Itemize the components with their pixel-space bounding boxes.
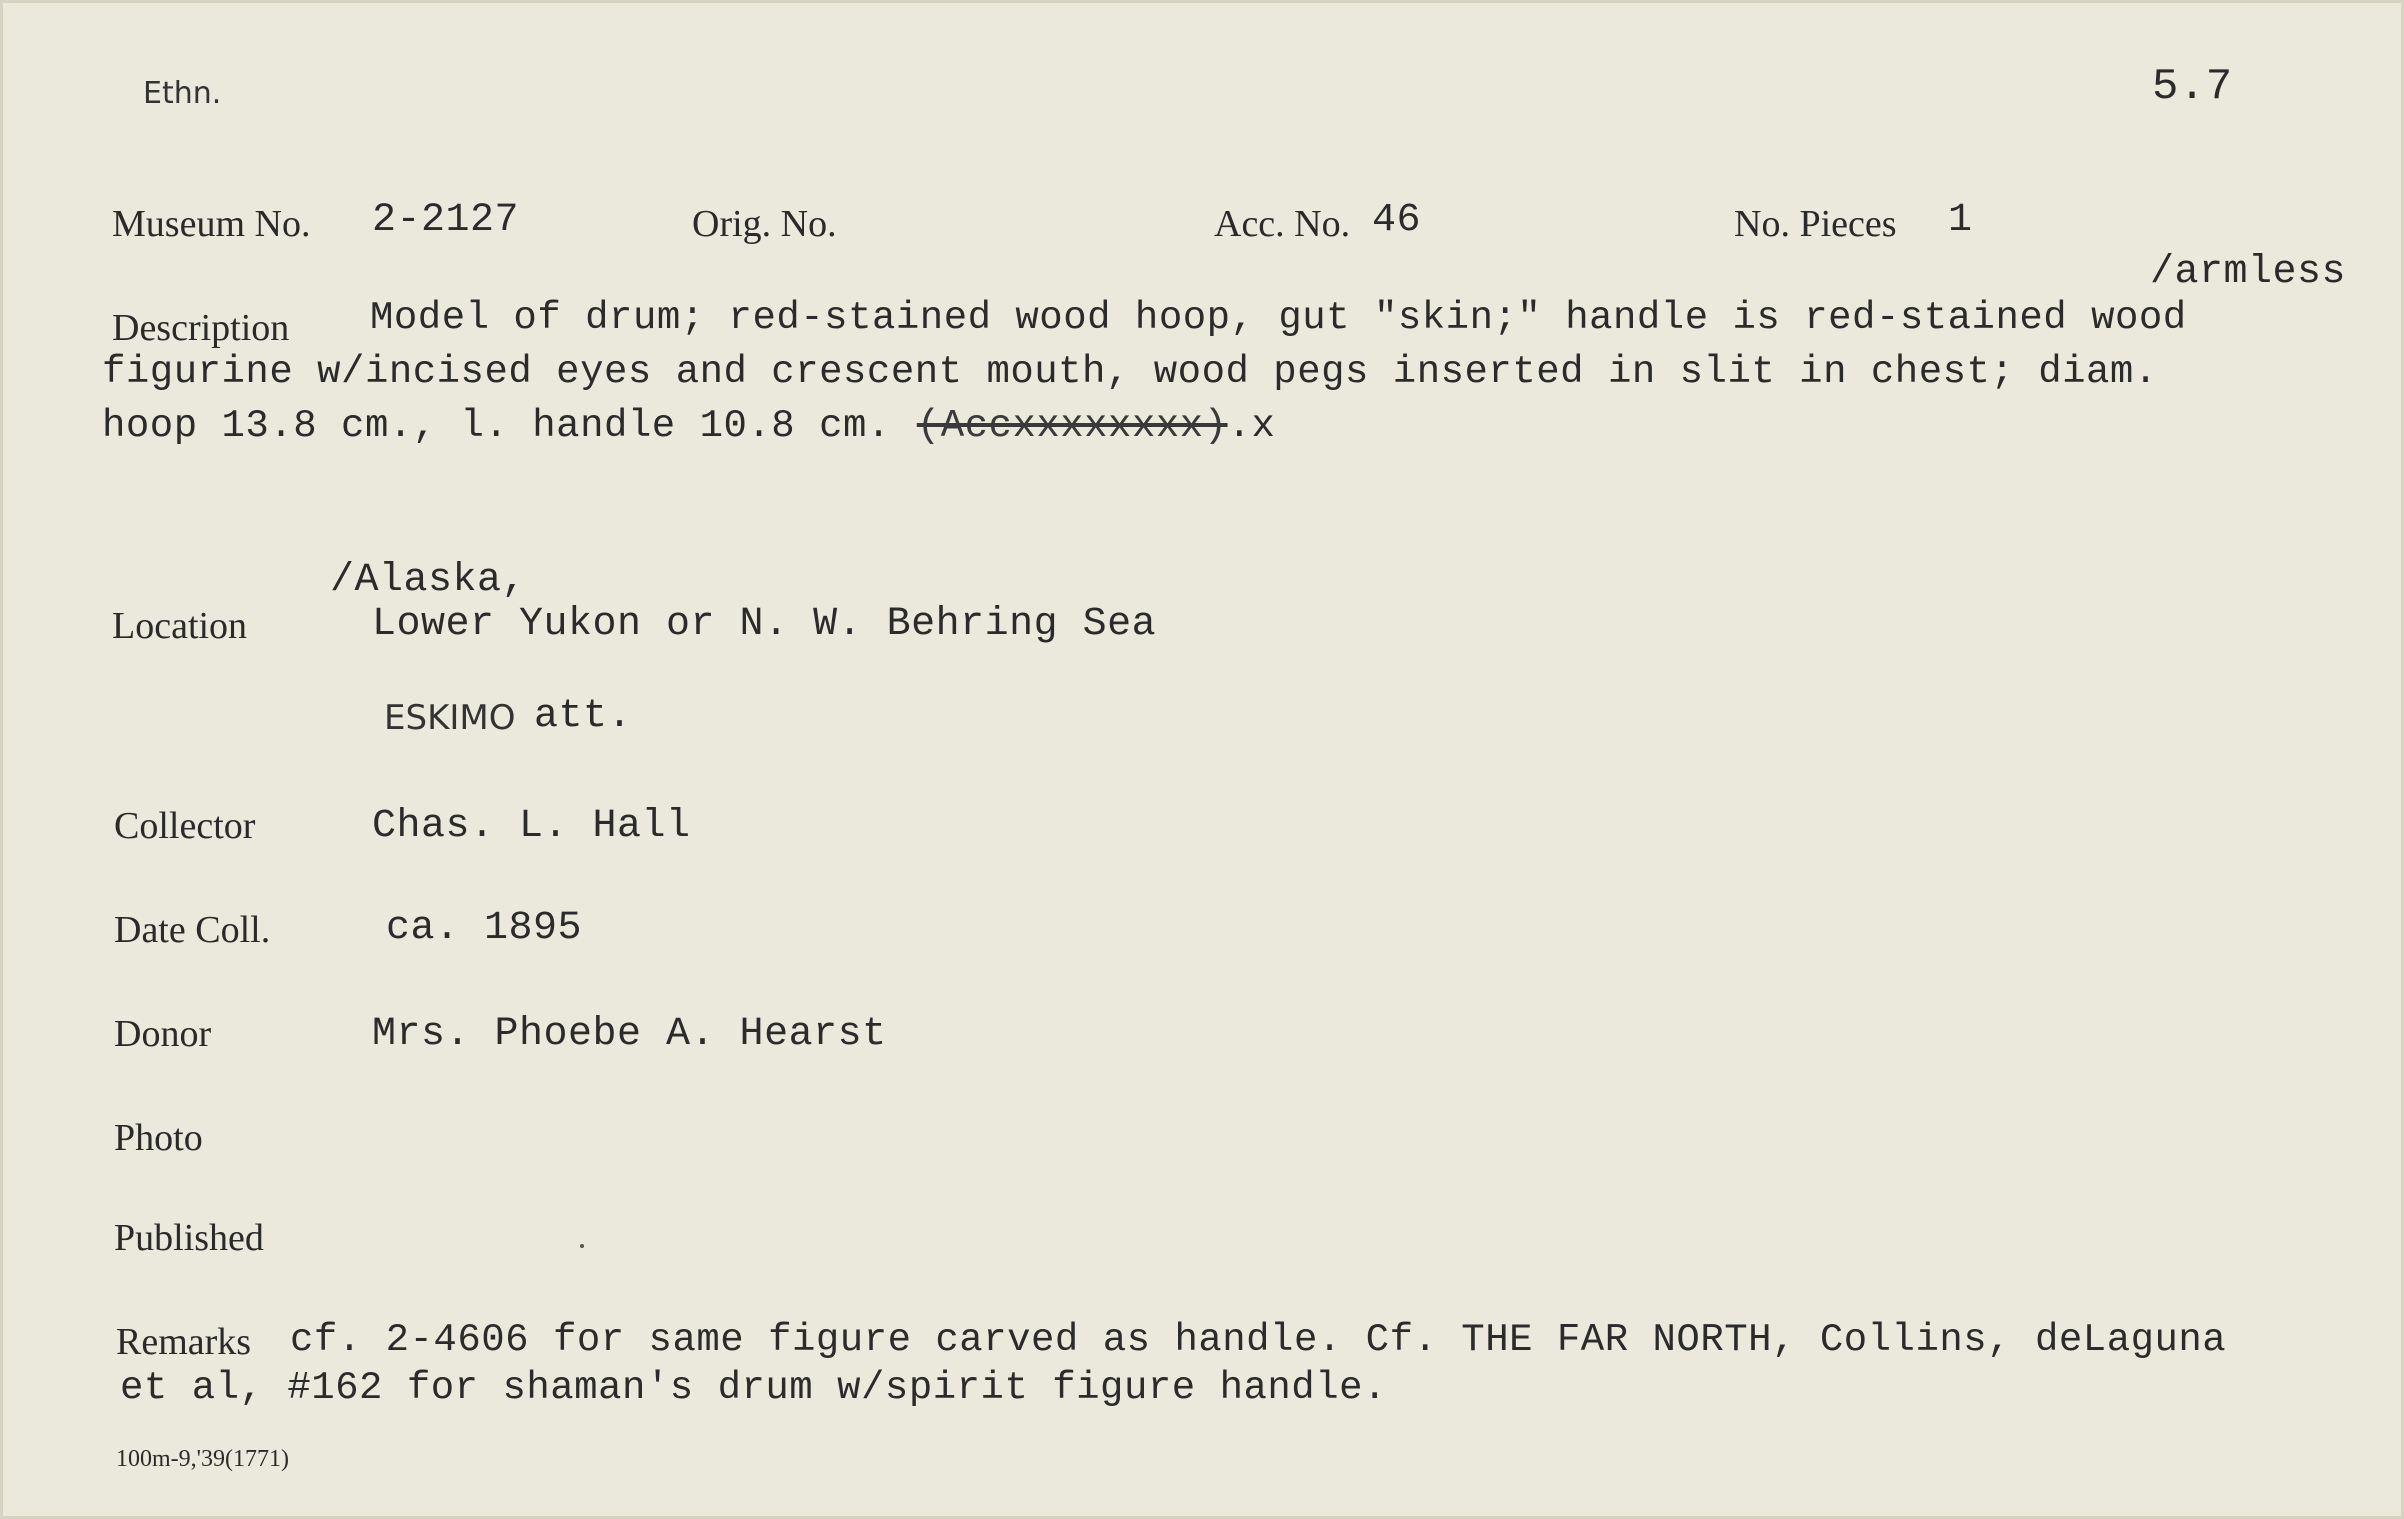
no-pieces-label: No. Pieces (1734, 203, 1897, 245)
remarks-label: Remarks (116, 1321, 252, 1363)
location-insert: /Alaska, (330, 558, 527, 603)
acc-no-label: Acc. No. (1214, 203, 1351, 245)
no-pieces-value: 1 (1948, 198, 1973, 243)
description-line-3-end: .x (1227, 404, 1276, 448)
remarks-line-1: cf. 2-4606 for same figure carved as handle. Cf. THE FAR NORTH, Collins, deLaguna (290, 1318, 2227, 1362)
description-line-1: Model of drum; red-stained wood hoop, gut "skin;" handle is red-stained wood (370, 296, 2187, 340)
museum-no-value: 2-2127 (372, 198, 520, 243)
description-line-3-main: hoop 13.8 cm., l. handle 10.8 cm. (102, 404, 891, 448)
date-coll-label: Date Coll. (114, 909, 271, 951)
location-label: Location (112, 605, 248, 647)
description-struck-text: (Accxxxxxxxx) (916, 404, 1228, 448)
photo-label: Photo (114, 1117, 203, 1159)
acc-no-value: 46 (1372, 198, 1422, 243)
museum-no-label: Museum No. (112, 203, 311, 245)
description-insert: /armless (2150, 250, 2347, 295)
card-number: 5.7 (2152, 62, 2233, 112)
description-label: Description (112, 307, 290, 349)
collector-label: Collector (114, 805, 256, 847)
location-value: Lower Yukon or N. W. Behring Sea (372, 602, 1157, 647)
stray-mark (580, 1244, 584, 1248)
remarks-line-2: et al, #162 for shaman's drum w/spirit figure handle. (120, 1366, 1387, 1410)
collector-value: Chas. L. Hall (372, 804, 691, 849)
published-label: Published (114, 1217, 264, 1259)
culture-stamp: ESKIMO (384, 698, 516, 738)
donor-label: Donor (114, 1013, 212, 1055)
description-line-2: figurine w/incised eyes and crescent mouth, wood pegs inserted in slit in chest; diam. (102, 350, 2158, 394)
description-line-3 (102, 404, 1275, 448)
orig-no-label: Orig. No. (692, 203, 837, 245)
print-code: 100m-9,'39(1771) (116, 1446, 289, 1472)
culture-typed: att. (534, 694, 633, 739)
donor-value: Mrs. Phoebe A. Hearst (372, 1012, 887, 1057)
date-coll-value: ca. 1895 (386, 906, 583, 951)
department-stamp: Ethn. (143, 76, 222, 111)
